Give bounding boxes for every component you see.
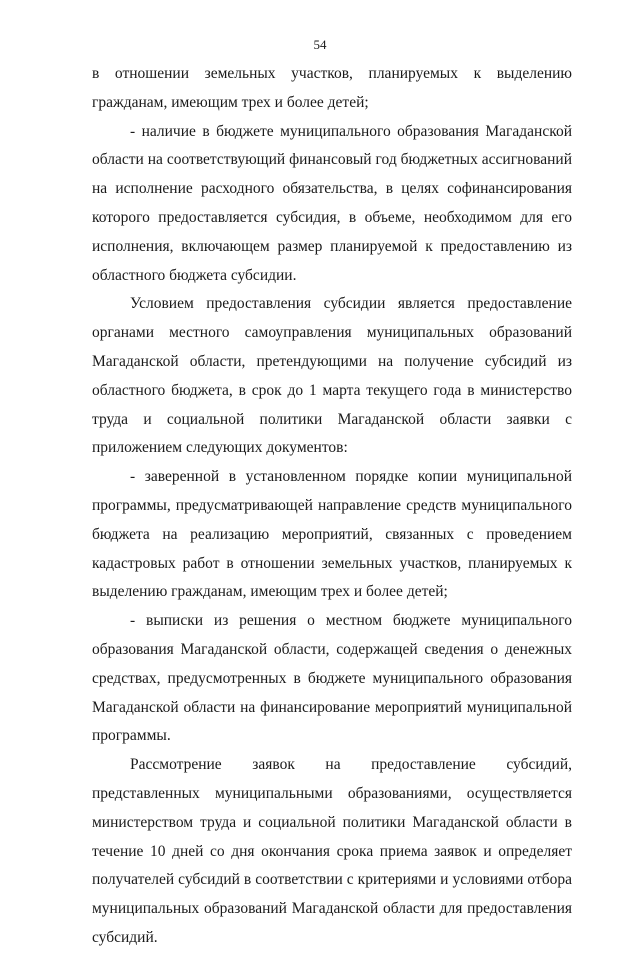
paragraph-program-copy-requirement: - заверенной в установленном порядке копии муниципальной программы, предусматривающей направление средств муниципального бюджета на реализацию мероприятий, связанных с проведением кадастровых работ в отношении земельных участков, планируемых к выделению гражданам, имеющим трех и более детей; — [92, 468, 572, 601]
paragraph-application-review: Рассмотрение заявок на предоставление субсидий, представленных муниципальными образованиями, осуществляется министерством труда и социальной политики Магаданской области в течение 10 дней со дня окончания срока приема заявок и определяет получателей субсидий в соответствии с критериями и условиями отбора муниципальных образований Магаданской области для предоставления субсидий. — [92, 756, 572, 946]
document-body — [92, 60, 572, 953]
paragraph-budget-allocation-condition: - наличие в бюджете муниципального образования Магаданской области на соответствующий финансовый год бюджетных ассигнований на исполнение расходного обязательства, в целях софинансирования которого предоставляется субсидия, в объеме, необходимом для его исполнения, включающем размер планируемой к предоставлению из областного бюджета субсидии. — [92, 122, 572, 284]
paragraph-subsidy-application-condition: Условием предоставления субсидии является предоставление органами местного самоуправления муниципальных образований Магаданской области, претендующими на получение субсидий из областного бюджета, в срок до 1 марта текущего года в министерство труда и социальной политики Магаданской области заявки с приложением следующих документов: — [92, 295, 572, 457]
paragraph-land-plots-continuation: в отношении земельных участков, планируемых к выделению гражданам, имеющим трех и более детей; — [92, 65, 572, 111]
paragraph-budget-extract-requirement: - выписки из решения о местном бюджете муниципального образования Магаданской области, содержащей сведения о денежных средствах, предусмотренных в бюджете муниципального образования Магаданской области на финансирование мероприятий муниципальной программы. — [92, 612, 572, 745]
page-number: 54 — [313, 37, 327, 52]
